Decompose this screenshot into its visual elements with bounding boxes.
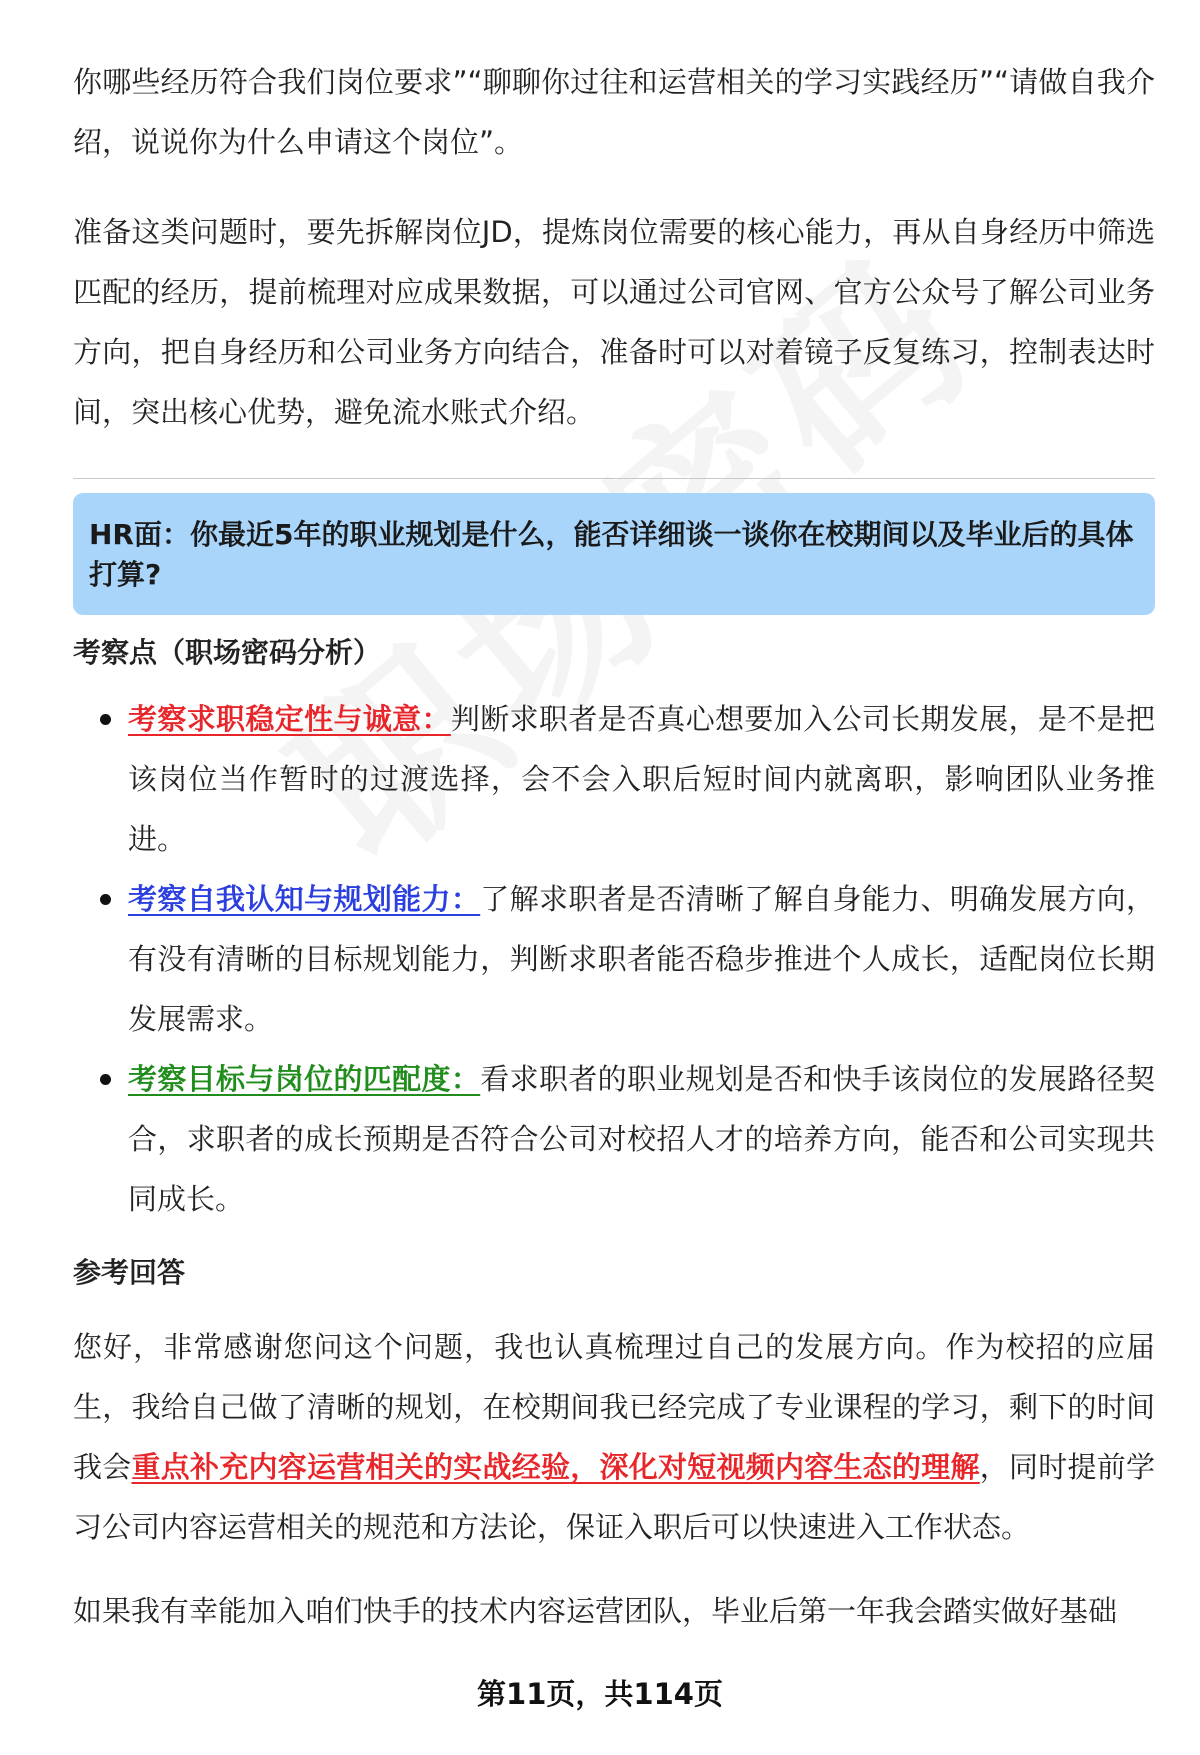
- point-text: 了解求职者是否清晰了解自身能力、明确发展方向，有没有清晰的目标规划能力，判断求职者能否稳步推进个人成长，适配岗位长期发展需求。: [128, 882, 1155, 1036]
- analysis-point: [73, 689, 1155, 869]
- document-page: [73, 52, 1155, 1665]
- point-tag-matching: 考察目标与岗位的匹配度：: [128, 1062, 481, 1096]
- question-box: [73, 493, 1155, 615]
- analysis-points: [73, 689, 1155, 1229]
- question-text: HR面：你最近5年的职业规划是什么，能否详细谈一谈你在校期间以及毕业后的具体打算?: [89, 518, 1134, 591]
- point-text: 看求职者的职业规划是否和快手该岗位的发展路径契合，求职者的成长预期是否符合公司对校招人才的培养方向，能否和公司实现共同成长。: [128, 1062, 1155, 1216]
- bullet-icon: [100, 714, 111, 725]
- answer-paragraph-2: 如果我有幸能加入咱们快手的技术内容运营团队，毕业后第一年我会踏实做好基础: [73, 1594, 1118, 1628]
- answer-paragraph-1: [73, 1317, 1155, 1557]
- answer-highlight: 重点补充内容运营相关的实战经验，深化对短视频内容生态的理解: [131, 1450, 980, 1484]
- answer-text: ，同时提前学习公司内容运营相关的规范和方法论，保证入职后可以快速进入工作状态。: [73, 1450, 1155, 1544]
- analysis-title: 考察点（职场密码分析）: [73, 636, 382, 669]
- point-text: 判断求职者是否真心想要加入公司长期发展，是不是把该岗位当作暂时的过渡选择，会不会入职后短时间内就离职，影响团队业务推进。: [128, 702, 1155, 856]
- point-tag-self-awareness: 考察自我认知与规划能力：: [128, 882, 481, 916]
- page-number: 第11页，共114页: [477, 1677, 723, 1711]
- answer-text: 您好，非常感谢您问这个问题，我也认真梳理过自己的发展方向。作为校招的应届生，我给自己做了清晰的规划，在校期间我已经完成了专业课程的学习，剩下的时间我会: [73, 1330, 1155, 1484]
- analysis-point: [73, 1049, 1155, 1229]
- point-tag-stability: 考察求职稳定性与诚意：: [128, 702, 451, 736]
- intro-paragraph-2: 准备这类问题时，要先拆解岗位JD，提炼岗位需要的核心能力，再从自身经历中筛选匹配的经历，提前梳理对应成果数据，可以通过公司官网、官方公众号了解公司业务方向，把自身经历和公司业务方向结合，准备时可以对着镜子反复练习，控制表达时间，突出核心优势，避免流水账式介绍。: [73, 215, 1155, 429]
- intro-paragraph-1: 你哪些经历符合我们岗位要求”“聊聊你过往和运营相关的学习实践经历”“请做自我介绍，说说你为什么申请这个岗位”。: [73, 65, 1155, 159]
- bullet-icon: [100, 894, 111, 905]
- bullet-icon: [100, 1074, 111, 1085]
- reference-title: 参考回答: [73, 1256, 186, 1289]
- analysis-point: [73, 869, 1155, 1049]
- section-divider: [73, 478, 1155, 479]
